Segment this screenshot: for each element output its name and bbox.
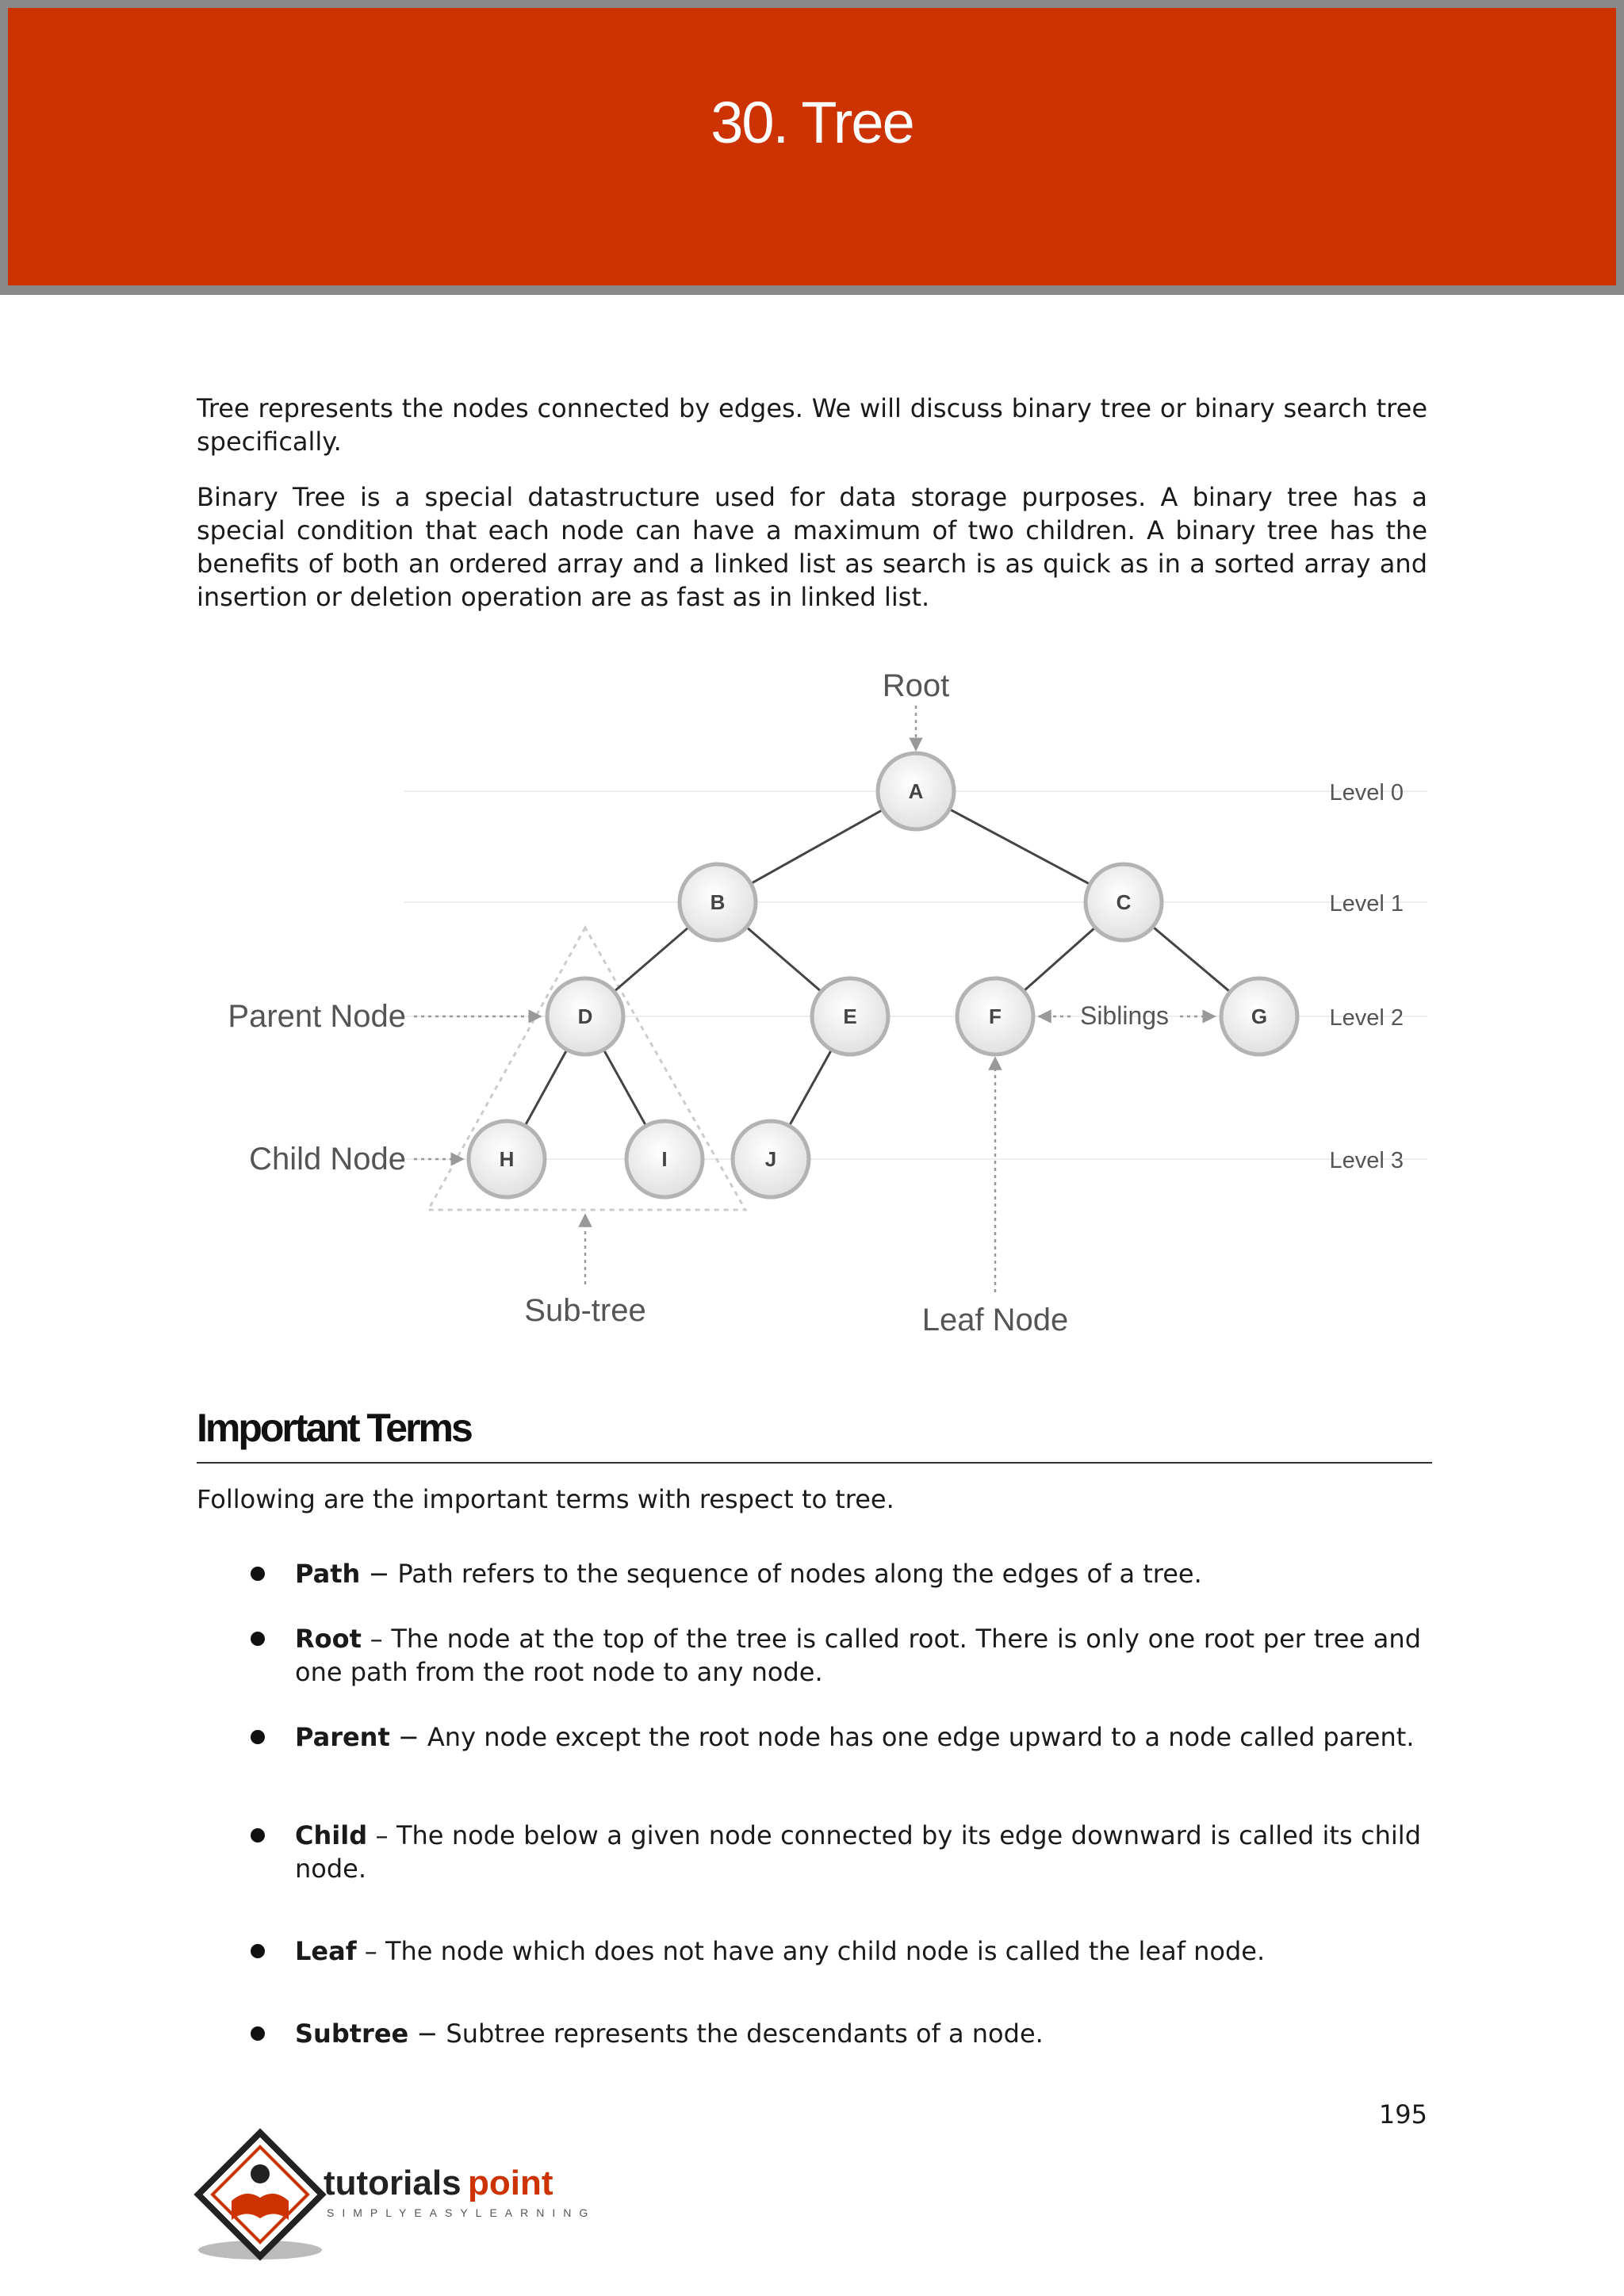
tree-node-d (547, 978, 623, 1054)
term-separator: – (361, 1624, 392, 1654)
tree-node-j (733, 1121, 809, 1197)
node-label-e: E (843, 1004, 857, 1028)
level-3-label: Level 3 (1329, 1148, 1404, 1173)
term-separator: − (389, 1722, 427, 1752)
term-name: Leaf (295, 1936, 357, 1966)
tree-node-c (1086, 864, 1162, 940)
bullet-icon (251, 1828, 265, 1843)
term-name: Child (295, 1820, 368, 1850)
chapter-title: 30. Tree (710, 90, 914, 155)
bullet-icon (251, 1567, 265, 1581)
siblings-label: Siblings (1079, 1001, 1170, 1030)
intro-paragraph-2: Binary Tree is a special datastructure used for data storage purposes. A binary tree has a special condition that each node can have a maximum of two children. A binary tree has the benefits of both an ordered array and a linked list as search is as quick as in a sorted array and insertion or deletion operation are as fast as in linked list. (197, 482, 1427, 612)
node-label-g: G (1251, 1004, 1268, 1028)
tree-node-g (1221, 978, 1297, 1054)
term-item-root (295, 1622, 1421, 1689)
parent-node-label: Parent Node (228, 999, 406, 1034)
leaf-node-label: Leaf Node (921, 1303, 1069, 1337)
term-description: The node which does not have any child node is called the leaf node. (385, 1936, 1266, 1966)
tree-node-i (626, 1121, 703, 1197)
bullet-icon (251, 2026, 265, 2041)
term-item-parent (295, 1720, 1421, 1754)
term-item-path (295, 1557, 1421, 1590)
term-name: Parent (295, 1722, 390, 1752)
tutorialspoint-logo (190, 2125, 634, 2267)
term-description: The node below a given node connected by its edge downward is called its child node. (295, 1820, 1422, 1884)
term-name: Root (295, 1624, 362, 1654)
intro-paragraph-1: Tree represents the nodes connected by edges. We will discuss binary tree or binary search tree specifically. (197, 393, 1427, 457)
level-2-label: Level 2 (1329, 1005, 1404, 1031)
term-item-child (295, 1819, 1421, 1885)
logo-text-dark: tutorials (324, 2164, 462, 2202)
term-item-leaf (295, 1934, 1421, 1968)
section-divider (197, 1462, 1432, 1464)
chapter-banner (0, 0, 1624, 295)
term-description: The node at the top of the tree is called root. There is only one root per tree and one path from the root node to any node. (295, 1624, 1422, 1687)
bullet-icon (251, 1730, 265, 1744)
logo-diamond (198, 2133, 322, 2256)
node-label-c: C (1116, 890, 1132, 914)
tree-node-b (680, 864, 756, 940)
node-label-b: B (710, 890, 726, 914)
node-label-d: D (577, 1004, 593, 1028)
term-separator: − (360, 1559, 398, 1589)
term-description: Path refers to the sequence of nodes along the edges of a tree. (397, 1559, 1202, 1589)
logo-text-accent: point (468, 2164, 553, 2202)
level-0-label: Level 0 (1329, 780, 1404, 806)
logo-tagline: SIMPLYEASYLEARNING (327, 2206, 596, 2219)
binary-tree-diagram (190, 626, 1459, 1356)
term-item-subtree (295, 2017, 1421, 2050)
root-label: Root (882, 668, 950, 703)
subtree-label: Sub-tree (524, 1293, 646, 1328)
term-name: Subtree (295, 2019, 409, 2049)
node-label-h: H (499, 1147, 515, 1171)
bullet-icon (251, 1632, 265, 1646)
section-heading: Important Terms (197, 1406, 471, 1450)
term-separator: − (408, 2019, 446, 2049)
page-number: 195 (1378, 2099, 1427, 2130)
term-description: Subtree represents the descendants of a node. (446, 2019, 1044, 2049)
child-node-label: Child Node (249, 1142, 406, 1177)
node-label-f: F (989, 1004, 1002, 1028)
node-label-a: A (908, 779, 924, 803)
term-separator: – (367, 1820, 396, 1850)
tree-node-a (878, 753, 954, 829)
level-1-label: Level 1 (1329, 891, 1404, 916)
term-description: Any node except the root node has one edge upward to a node called parent. (427, 1722, 1415, 1752)
tree-node-e (812, 978, 888, 1054)
term-name: Path (295, 1559, 361, 1589)
node-label-i: I (661, 1147, 668, 1171)
term-separator: – (356, 1936, 385, 1966)
tree-node-f (957, 978, 1033, 1054)
tree-edges (507, 791, 1259, 1159)
node-label-j: J (764, 1147, 777, 1171)
level-guide-lines (404, 791, 1427, 1159)
bullet-icon (251, 1944, 265, 1958)
section-intro: Following are the important terms with respect to tree. (197, 1484, 894, 1514)
tree-node-h (469, 1121, 545, 1197)
